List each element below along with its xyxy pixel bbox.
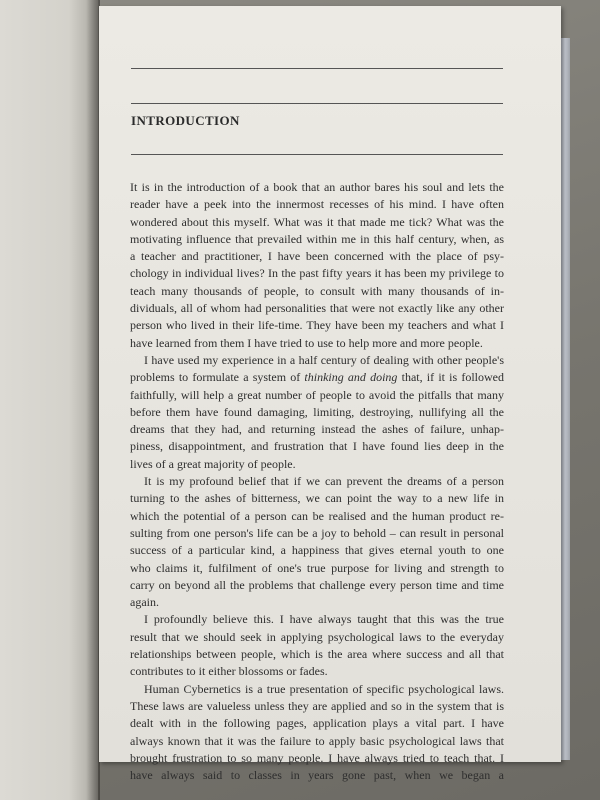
text-line: faithfully, will help a great number of people to avoid the pitfalls that many: [130, 387, 504, 402]
text-line: person who lived in their life-time. They have been my teachers and what I: [130, 318, 504, 333]
text-line: Human Cybernetics is a true presentation of specific psychological laws.: [144, 681, 504, 696]
text-line: It is in the introduction of a book that an author bares his soul and lets the: [130, 180, 504, 194]
body-text: [130, 179, 504, 784]
header-rule-bottom: [131, 154, 503, 155]
text-line: piness, disappointment, and frustration that I have found lies deep in the: [130, 439, 504, 454]
header-rule-middle: [131, 103, 503, 104]
text-line: have learned from them I have tried to use to help more and more people.: [130, 335, 483, 350]
text-line: These laws are valueless unless they are applied and so in the system that is: [130, 698, 504, 713]
text-line: teach many thousands of people, to consult with many thousands of in-: [130, 283, 504, 298]
text-line: sulting from one person's life can be a joy to behold – can result in personal: [130, 525, 504, 540]
text-line: have always said to classes in years gone past, when we began a: [130, 768, 504, 783]
book-page: [99, 6, 561, 783]
header-rule-top: [131, 68, 503, 69]
text-line: dealt with in the following pages, application plays a vital part. I have: [130, 716, 504, 731]
text-line: a teacher and practitioner, I have been concerned with the place of psy-: [130, 249, 504, 264]
chapter-heading: INTRODUCTION: [131, 113, 240, 128]
text-line: It is my profound belief that if we can prevent the dreams of a person: [144, 474, 504, 489]
text-line: result that we should seek in applying psychological laws to the everyday: [130, 629, 504, 644]
text-line: chology in individual lives? In the past fifty years it has been my privilege to: [130, 266, 504, 281]
book-gutter-shadow: [86, 0, 100, 800]
page-stack-edge: [560, 38, 570, 760]
text-line-with-emphasis: [130, 369, 504, 386]
text-line: carry on beyond all the problems that challenge every person time and time: [130, 577, 504, 592]
text-line: who claims it, fulfilment of one's true purpose for living and strength to: [130, 560, 504, 575]
text-line: success of a particular kind, a happiness that gives eternal youth to one: [130, 543, 504, 558]
text-line: before them have found damaging, limiting, destroying, nullifying all the: [130, 404, 504, 419]
emphasis-phrase: thinking and doing: [304, 370, 398, 385]
text-line: I profoundly believe this. I have always taught that this was the true: [144, 612, 504, 627]
text-line: wondered about this myself. What was it that made me tick? What was the: [130, 214, 504, 229]
text-line: which the potential of a person can be realised and the human product re-: [130, 508, 504, 523]
text-line: relationships between people, which is the area where success and all that: [130, 647, 504, 662]
text-line: turning to the ashes of bitterness, we can point the way to a new life in: [130, 491, 504, 506]
text-segment: that, if it is followed: [401, 370, 505, 385]
text-line: dividuals, all of whom had personalities that were not exactly like any other: [130, 301, 504, 316]
text-line: again.: [130, 595, 159, 610]
text-line: reader have a peek into the innermost recesses of his mind. I have often: [130, 197, 504, 212]
text-line: contributes to it either blossoms or fades.: [130, 664, 328, 679]
text-line: brought frustration to so many people. I have always tried to teach that. I: [130, 750, 504, 765]
text-line: I have used my experience in a half century of dealing with other people's: [144, 352, 504, 367]
facing-page: [0, 0, 98, 800]
text-line: motivating influence that prevailed within me in this half century, when, as: [130, 231, 504, 246]
text-line: dreams that they had, and returning instead the ashes of failure, unhap-: [130, 422, 504, 437]
text-segment: problems to formulate a system of: [130, 370, 301, 385]
text-line: lives of a great majority of people.: [130, 456, 296, 471]
text-line: always known that it was the failure to apply basic psychological laws that: [130, 733, 504, 748]
